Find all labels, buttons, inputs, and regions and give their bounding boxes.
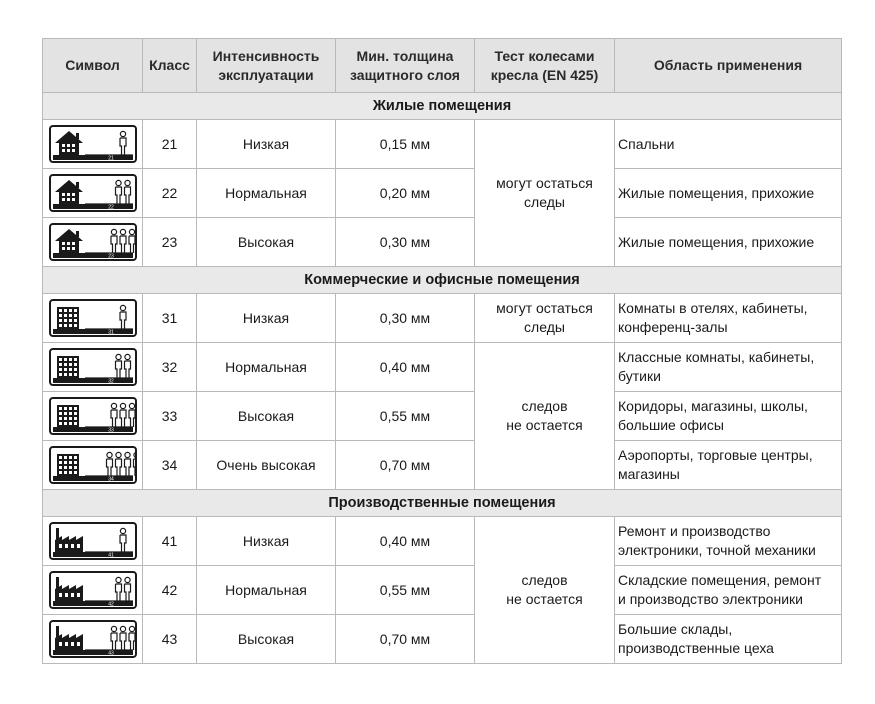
symbol-class-number: 33 <box>107 427 114 434</box>
section-header-row <box>43 490 842 517</box>
symbol-class-number: 42 <box>107 601 114 608</box>
wear-class-symbol-42 <box>49 571 137 609</box>
symbol-cell <box>43 343 143 392</box>
floor-bar <box>53 552 133 557</box>
wear-class-symbol-31 <box>49 299 137 337</box>
floor-bar <box>53 155 133 160</box>
thickness-cell: 0,70 мм <box>336 441 475 490</box>
thickness-cell: 0,30 мм <box>336 294 475 343</box>
thickness-cell: 0,70 мм <box>336 615 475 664</box>
header-class: Класс <box>143 39 197 93</box>
floor-bar <box>53 378 133 383</box>
office-icon <box>57 454 79 476</box>
header-wheel-test: Тест колесами кресла (EN 425) <box>475 39 615 93</box>
symbol-cell <box>43 441 143 490</box>
intensity-cell: Высокая <box>197 392 336 441</box>
wear-class-symbol-43 <box>49 620 137 658</box>
section-title: Жилые помещения <box>43 93 842 120</box>
intensity-cell: Нормальная <box>197 566 336 615</box>
header-min-thickness: Мин. толщина защитного слоя <box>336 39 475 93</box>
class-cell: 22 <box>143 169 197 218</box>
intensity-cell: Низкая <box>197 517 336 566</box>
thickness-cell: 0,15 мм <box>336 120 475 169</box>
thickness-cell: 0,20 мм <box>336 169 475 218</box>
application-cell: Жилые помещения, прихожие <box>615 218 842 267</box>
class-cell: 32 <box>143 343 197 392</box>
intensity-cell: Низкая <box>197 294 336 343</box>
class-cell: 31 <box>143 294 197 343</box>
floor-bar <box>53 601 133 606</box>
table-row <box>43 343 842 392</box>
class-cell: 23 <box>143 218 197 267</box>
wear-class-symbol-34 <box>49 446 137 484</box>
thickness-cell: 0,40 мм <box>336 343 475 392</box>
table-row <box>43 120 842 169</box>
application-cell: Коридоры, магазины, школы, большие офисы <box>615 392 842 441</box>
symbol-cell <box>43 169 143 218</box>
thickness-cell: 0,30 мм <box>336 218 475 267</box>
symbol-cell <box>43 615 143 664</box>
header-symbol: Символ <box>43 39 143 93</box>
floor-bar <box>53 204 133 209</box>
application-cell: Комнаты в отелях, кабинеты, конференц-залы <box>615 294 842 343</box>
symbol-class-number: 32 <box>107 378 114 385</box>
header-application: Область применения <box>615 39 842 93</box>
symbol-class-number: 31 <box>107 329 114 336</box>
class-cell: 34 <box>143 441 197 490</box>
intensity-cell: Высокая <box>197 615 336 664</box>
application-cell: Спальни <box>615 120 842 169</box>
symbol-class-number: 41 <box>107 552 114 559</box>
wheel-test-cell: могут остаться следы <box>475 294 615 343</box>
application-cell: Жилые помещения, прихожие <box>615 169 842 218</box>
wear-class-symbol-21 <box>49 125 137 163</box>
application-cell: Большие склады, производственные цеха <box>615 615 842 664</box>
wear-class-symbol-23 <box>49 223 137 261</box>
symbol-class-number: 22 <box>107 204 114 211</box>
class-cell: 42 <box>143 566 197 615</box>
section-title: Коммерческие и офисные помещения <box>43 267 842 294</box>
table-row <box>43 218 842 267</box>
floor-bar <box>53 650 133 655</box>
floor-bar <box>53 329 133 334</box>
intensity-cell: Нормальная <box>197 169 336 218</box>
symbol-class-number: 21 <box>107 155 114 162</box>
floor-bar <box>53 427 133 432</box>
symbol-cell <box>43 120 143 169</box>
table-row <box>43 169 842 218</box>
header-intensity: Интенсивность эксплуатации <box>197 39 336 93</box>
floor-bar <box>53 476 133 481</box>
floor-bar <box>53 253 133 258</box>
table-row <box>43 441 842 490</box>
office-icon <box>57 307 79 329</box>
symbol-cell <box>43 566 143 615</box>
wheel-test-cell: могут остаться следы <box>475 120 615 267</box>
wear-class-symbol-33 <box>49 397 137 435</box>
symbol-cell <box>43 218 143 267</box>
thickness-cell: 0,55 мм <box>336 566 475 615</box>
symbol-cell <box>43 294 143 343</box>
symbol-cell <box>43 517 143 566</box>
class-cell: 41 <box>143 517 197 566</box>
application-cell: Ремонт и производство электроники, точной механики <box>615 517 842 566</box>
symbol-class-number: 43 <box>107 650 114 657</box>
section-title: Производственные помещения <box>43 490 842 517</box>
section-header-row <box>43 267 842 294</box>
intensity-cell: Нормальная <box>197 343 336 392</box>
symbol-class-number: 23 <box>107 253 114 260</box>
application-cell: Аэропорты, торговые центры, магазины <box>615 441 842 490</box>
wheel-test-cell: следов не остается <box>475 517 615 664</box>
symbol-cell <box>43 392 143 441</box>
table-row <box>43 566 842 615</box>
intensity-cell: Очень высокая <box>197 441 336 490</box>
wear-class-symbol-22 <box>49 174 137 212</box>
section-header-row <box>43 93 842 120</box>
application-cell: Классные комнаты, кабинеты, бутики <box>615 343 842 392</box>
table-row <box>43 615 842 664</box>
intensity-cell: Высокая <box>197 218 336 267</box>
symbol-class-number: 34 <box>107 476 114 483</box>
class-cell: 21 <box>143 120 197 169</box>
thickness-cell: 0,40 мм <box>336 517 475 566</box>
header-row <box>43 39 842 93</box>
class-cell: 43 <box>143 615 197 664</box>
table-row <box>43 294 842 343</box>
class-cell: 33 <box>143 392 197 441</box>
thickness-cell: 0,55 мм <box>336 392 475 441</box>
table-row <box>43 392 842 441</box>
intensity-cell: Низкая <box>197 120 336 169</box>
application-cell: Складские помещения, ремонт и производство электроники <box>615 566 842 615</box>
wear-class-table <box>42 38 842 664</box>
wear-class-symbol-32 <box>49 348 137 386</box>
wheel-test-cell: следов не остается <box>475 343 615 490</box>
table-row <box>43 517 842 566</box>
office-icon <box>57 405 79 427</box>
office-icon <box>57 356 79 378</box>
wear-class-symbol-41 <box>49 522 137 560</box>
